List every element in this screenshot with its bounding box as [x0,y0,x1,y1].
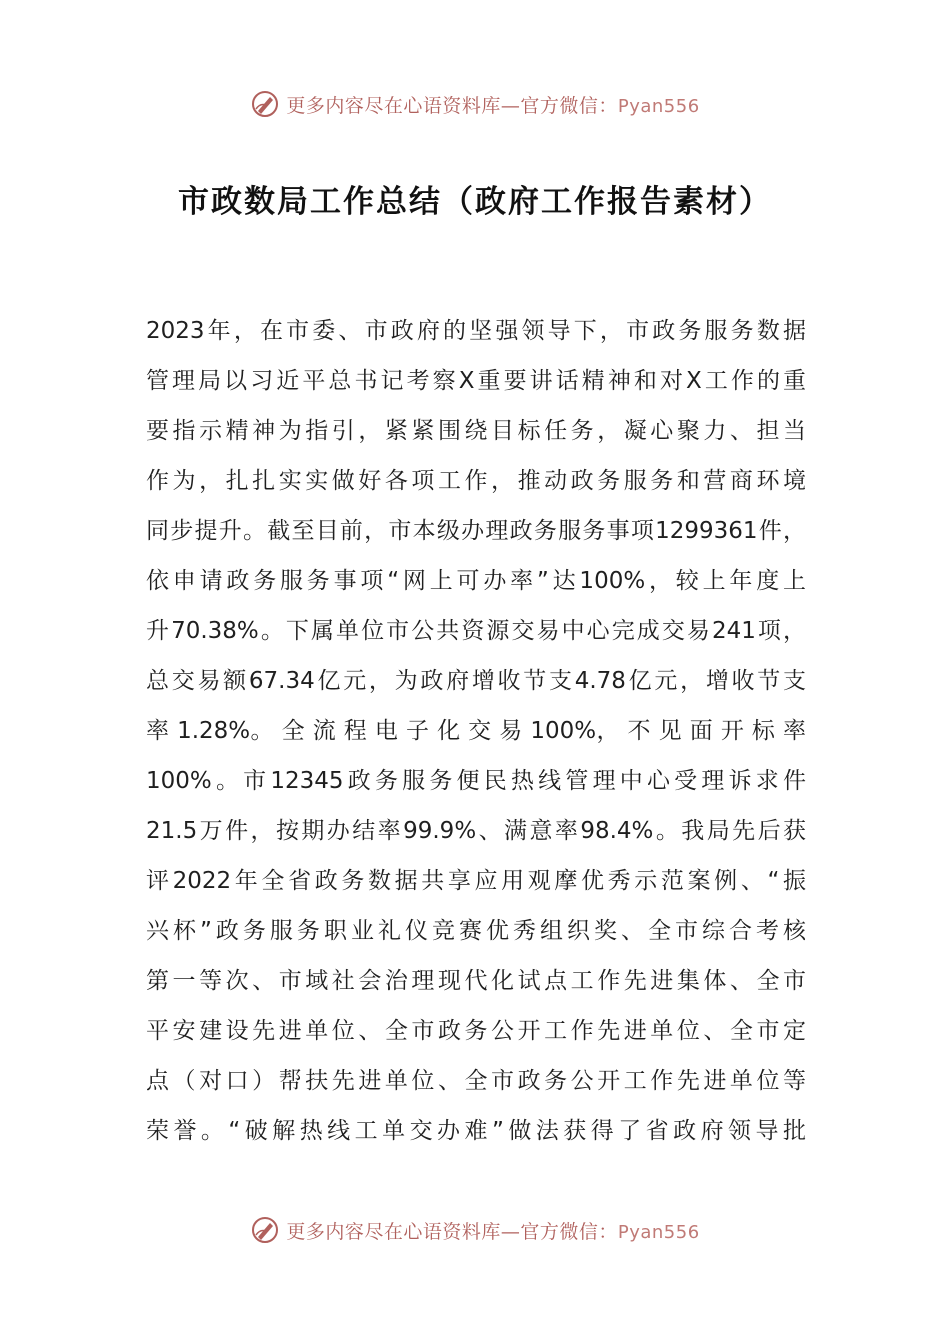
body-line: 评2022年全省政务数据共享应用观摩优秀示范案例、“振 [146,868,806,894]
body-line: 依申请政务服务事项“网上可办率”达100%，较上年度上 [146,568,806,594]
pen-logo-icon [250,1215,280,1245]
body-line: 平安建设先进单位、全市政务公开工作先进单位、全市定 [146,1018,806,1044]
pen-logo-icon [250,89,280,119]
header-wechat-id: Pyan556 [617,95,700,117]
body-line: 要指示精神为指引，紧紧围绕目标任务，凝心聚力、担当 [146,418,806,444]
body-line: 管理局以习近平总书记考察X重要讲话精神和对X工作的重 [146,368,806,394]
document-title: 市政数局工作总结（政府工作报告素材） [178,184,772,220]
body-line: 第一等次、市域社会治理现代化试点工作先进集体、全市 [146,968,806,994]
body-line: 同步提升。截至目前，市本级办理政务服务事项1299361件， [146,518,806,544]
body-line: 总交易额67.34亿元，为政府增收节支4.78亿元，增收节支 [146,668,806,694]
footer-watermark-banner [0,1210,950,1250]
body-line: 兴杯”政务服务职业礼仪竞赛优秀组织奖、全市综合考核 [146,918,806,944]
body-line: 荣誉。“破解热线工单交办难”做法获得了省政府领导批 [146,1118,806,1144]
footer-wechat-id: Pyan556 [617,1221,700,1243]
body-line: 100%。市12345政务服务便民热线管理中心受理诉求件 [146,768,806,794]
body-line: 21.5万件，按期办结率99.9%、满意率98.4%。我局先后获 [146,818,806,844]
body-line: 2023年，在市委、市政府的坚强领导下，市政务服务数据 [146,318,806,344]
body-line: 率 1.28%。 全 流 程 电 子 化 交 易 100%， 不 见 面 开 标 率 [146,718,806,744]
footer-banner-text: 更多内容尽在心语资料库—官方微信：Pyan556 [286,1220,700,1243]
header-watermark-banner [0,84,950,124]
header-banner-text: 更多内容尽在心语资料库—官方微信：Pyan556 [286,94,700,117]
document-body [146,306,806,1156]
body-line: 点（对口）帮扶先进单位、全市政务公开工作先进单位等 [146,1068,806,1094]
body-line: 作为，扎扎实实做好各项工作，推动政务服务和营商环境 [146,468,806,494]
body-line: 升70.38%。下属单位市公共资源交易中心完成交易241项， [146,618,806,644]
